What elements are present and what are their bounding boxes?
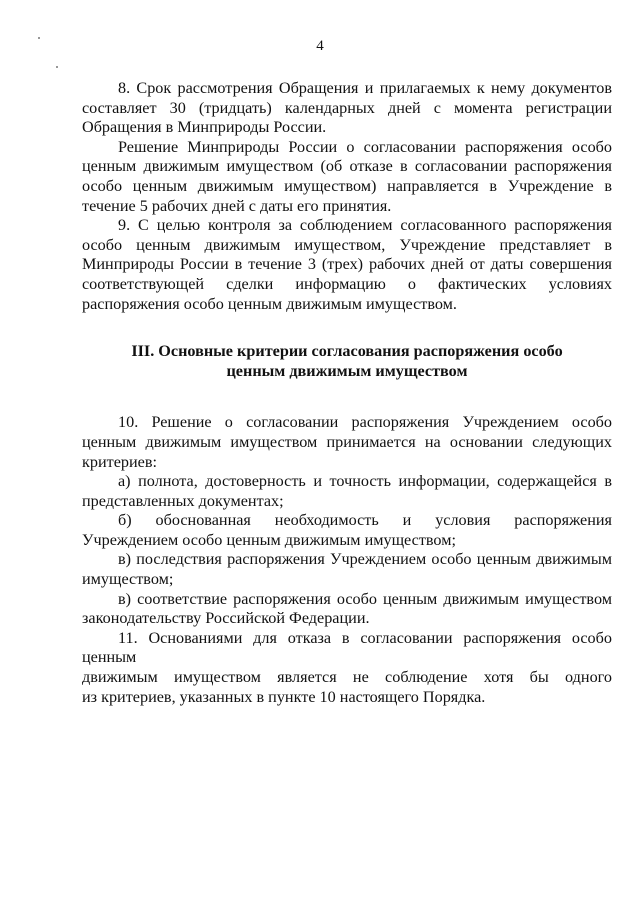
criterion-b: б) обоснованная необходимость и условия распоряжения Учреждением особо ценным движимым имуществом;: [82, 511, 612, 549]
paragraph-10: 10. Решение о согласовании распоряжения Учреждением особо ценным движимым имуществом принимается на основании следующих критериев:: [82, 413, 612, 471]
scan-speck: [56, 66, 58, 68]
section-heading-line-2: ценным движимым имуществом: [226, 361, 468, 380]
paragraph-8: 8. Срок рассмотрения Обращения и прилагаемых к нему документов составляет 30 (тридцать) календарных дней с момента регистрации Обращения в Минприроды России.: [82, 79, 612, 137]
section-heading: [82, 342, 612, 381]
section-heading-line-1: III. Основные критерии согласования распоряжения особо: [131, 342, 563, 361]
paragraph-11-line-2: движимым имуществом является не соблюдение хотя бы одного: [82, 668, 612, 687]
paragraph-8-decision: Решение Минприроды России о согласовании распоряжения особо ценным движимым имуществом (об отказе в согласовании распоряжения особо ценным движимым имуществом) направляется в Учреждение в течение 5 рабочих дней с даты его принятия.: [82, 137, 612, 215]
paragraph-9: 9. С целью контроля за соблюдением согласованного распоряжения особо ценным движимым имуществом, Учреждение представляет в Минприроды России в течение 3 (трех) рабочих дней от даты совершения соответствующей сделки информацию о фактических условиях распоряжения особо ценным движимым имуществом.: [82, 216, 612, 313]
paragraph-11-line-3: из критериев, указанных в пункте 10 настоящего Порядка.: [82, 687, 486, 706]
document-body: [82, 79, 612, 707]
criterion-a: а) полнота, достоверность и точность информации, содержащейся в представленных документах;: [82, 472, 612, 510]
paragraph-11-line-1: 11. Основаниями для отказа в согласовании распоряжения особо ценным: [82, 628, 612, 667]
criterion-v-consequences: в) последствия распоряжения Учреждением особо ценным движимым имуществом;: [82, 550, 612, 589]
criterion-v-compliance: в) соответствие распоряжения особо ценным движимым имуществом законодательству Российской Федерации.: [82, 589, 612, 628]
page-number: 4: [316, 38, 324, 54]
